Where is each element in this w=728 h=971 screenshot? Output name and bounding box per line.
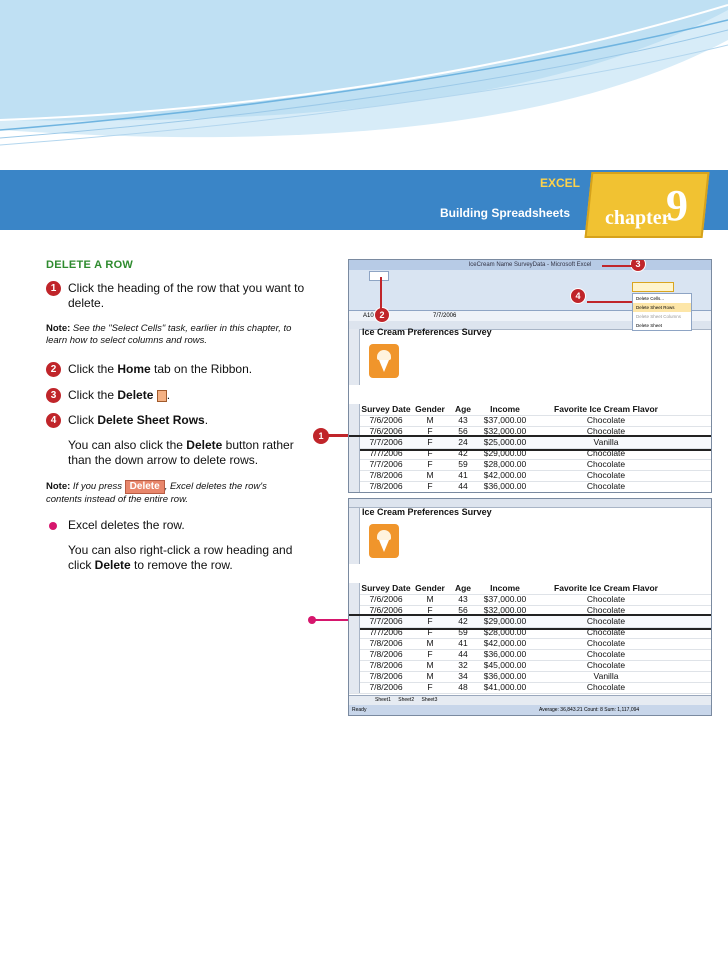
callout-4-pointer: [587, 301, 633, 303]
result-bullet-icon: [49, 522, 57, 530]
table-cell[interactable]: $36,000.00: [483, 481, 527, 491]
table-cell[interactable]: Chocolate: [586, 638, 626, 648]
row-heading[interactable]: [349, 336, 360, 343]
ice-cream-icon: [369, 344, 399, 378]
table-cell[interactable]: $41,000.00: [483, 682, 527, 692]
table-cell[interactable]: 44: [458, 649, 468, 659]
row-heading[interactable]: [349, 448, 360, 459]
table-cell[interactable]: Chocolate: [586, 481, 626, 491]
table-cell[interactable]: 59: [458, 459, 468, 469]
table-cell[interactable]: 7/6/2006: [369, 415, 403, 425]
tip-text-end: to remove the row.: [130, 558, 233, 572]
name-box[interactable]: A10: [363, 313, 374, 319]
step-keyword: Delete: [117, 388, 154, 402]
result-marker-pointer: [314, 619, 348, 621]
banner-subtitle: Building Spreadsheets: [440, 206, 571, 220]
table-cell[interactable]: 42: [458, 616, 468, 626]
excel-screenshot-before: [348, 259, 712, 493]
sheet-tab-1[interactable]: Sheet1: [375, 697, 391, 703]
table-cell[interactable]: 7/7/2006: [369, 616, 403, 626]
table-cell[interactable]: 24: [458, 437, 468, 447]
delete-menu: [632, 293, 692, 331]
table-cell[interactable]: 7/7/2006: [369, 448, 403, 458]
header-wave-graphic: [0, 0, 728, 170]
dropdown-arrow-icon: [157, 390, 167, 402]
sheet-title: Ice Cream Preferences Survey: [362, 327, 492, 337]
table-row[interactable]: [349, 682, 711, 694]
row-heading[interactable]: [349, 350, 360, 357]
table-cell[interactable]: 7/8/2006: [369, 660, 403, 670]
row-heading[interactable]: [349, 364, 360, 371]
table-cell[interactable]: F: [427, 605, 433, 615]
table-cell[interactable]: 7/8/2006: [369, 638, 403, 648]
callout-2-pointer: [380, 277, 382, 309]
row-heading[interactable]: [349, 459, 360, 470]
table-cell[interactable]: 48: [458, 682, 468, 692]
tip-right-click: [68, 543, 308, 573]
tip-keyword: Delete: [94, 558, 131, 572]
menu-item-delete-cells[interactable]: Delete Cells...: [636, 296, 665, 301]
step-text-end: .: [166, 388, 171, 402]
table-cell[interactable]: $37,000.00: [483, 594, 527, 604]
tip-text: You can also click the: [68, 438, 187, 452]
table-cell[interactable]: $36,000.00: [483, 649, 527, 659]
result-text: Excel deletes the row.: [68, 518, 185, 532]
table-cell[interactable]: F: [427, 481, 433, 491]
note-label: Note:: [46, 481, 71, 492]
table-cell[interactable]: Chocolate: [586, 627, 626, 637]
row-heading[interactable]: [349, 515, 360, 522]
window-title: IceCream Name SurveyData - Microsoft Excel: [349, 260, 711, 270]
table-cell[interactable]: Chocolate: [586, 594, 626, 604]
table-cell[interactable]: Chocolate: [586, 660, 626, 670]
callout-3-pointer: [602, 265, 632, 267]
sheet-tab-2[interactable]: Sheet2: [398, 697, 415, 703]
table-cell[interactable]: 7/7/2006: [369, 459, 403, 469]
row-heading[interactable]: [349, 543, 360, 550]
table-cell[interactable]: 7/6/2006: [369, 426, 403, 436]
column-header-cell[interactable]: Favorite Ice Cream Flavor: [554, 404, 658, 414]
row-heading[interactable]: [349, 529, 360, 536]
row-heading[interactable]: [349, 649, 360, 660]
column-header-cell[interactable]: Survey Date: [361, 583, 411, 593]
column-header-cell[interactable]: Age: [454, 583, 472, 593]
table-cell[interactable]: F: [427, 448, 433, 458]
table-cell[interactable]: $29,000.00: [483, 616, 527, 626]
step-number-badge: 4: [46, 413, 61, 428]
chapter-number: 9: [666, 181, 688, 230]
table-cell[interactable]: 7/8/2006: [369, 481, 403, 491]
column-header-cell[interactable]: Income: [490, 404, 520, 414]
row-heading[interactable]: [349, 557, 360, 564]
row-heading[interactable]: [349, 437, 360, 448]
callout-4: 4: [570, 288, 586, 304]
row-heading[interactable]: [349, 550, 360, 557]
table-cell[interactable]: F: [427, 616, 433, 626]
column-header-cell[interactable]: Income: [490, 583, 520, 593]
note-text: See the "Select Cells" task, earlier in this chapter, to learn how to select columns and rows.: [46, 323, 292, 346]
row-heading[interactable]: [349, 522, 360, 529]
table-cell[interactable]: M: [426, 638, 434, 648]
step-number-badge: 2: [46, 362, 61, 377]
table-cell[interactable]: M: [426, 470, 434, 480]
table-cell[interactable]: 56: [458, 426, 468, 436]
ice-cream-icon: [369, 524, 399, 558]
table-cell[interactable]: Chocolate: [586, 415, 626, 425]
table-cell[interactable]: $36,000.00: [483, 671, 527, 681]
table-cell[interactable]: $28,000.00: [483, 627, 527, 637]
table-cell[interactable]: Chocolate: [586, 682, 626, 692]
sheet-title: Ice Cream Preferences Survey: [362, 507, 492, 517]
menu-item-delete-sheet[interactable]: Delete Sheet: [636, 323, 663, 328]
row-heading[interactable]: [349, 470, 360, 481]
table-cell[interactable]: $45,000.00: [483, 660, 527, 670]
row-heading[interactable]: [349, 671, 360, 682]
column-header-cell[interactable]: Gender: [415, 404, 445, 414]
step-text: Click: [68, 413, 98, 427]
table-cell[interactable]: $32,000.00: [483, 426, 527, 436]
table-cell[interactable]: 44: [458, 481, 468, 491]
table-cell[interactable]: $25,000.00: [483, 437, 527, 447]
callout-2: 2: [374, 307, 390, 323]
step-text: Click the: [68, 388, 118, 402]
step-text: Click the heading of the row that you want to delete.: [68, 281, 305, 310]
row-heading[interactable]: [349, 426, 360, 437]
row-heading[interactable]: [349, 481, 360, 492]
table-cell[interactable]: 7/6/2006: [369, 594, 403, 604]
table-row[interactable]: [349, 481, 711, 493]
table-cell[interactable]: Vanilla: [593, 671, 619, 681]
table-cell[interactable]: 34: [458, 671, 468, 681]
table-cell[interactable]: Vanilla: [593, 437, 619, 447]
row-heading[interactable]: [349, 536, 360, 543]
step-1: [46, 281, 306, 311]
table-cell[interactable]: M: [426, 671, 434, 681]
step-2: [46, 362, 306, 377]
menu-item-delete-sheet-columns[interactable]: Delete Sheet Columns: [636, 314, 682, 319]
table-cell[interactable]: Chocolate: [586, 616, 626, 626]
row-heading[interactable]: [349, 616, 360, 627]
table-cell[interactable]: Chocolate: [586, 470, 626, 480]
table-cell[interactable]: Chocolate: [586, 459, 626, 469]
delete-button[interactable]: [632, 282, 674, 292]
table-cell[interactable]: $32,000.00: [483, 605, 527, 615]
formula-value[interactable]: 7/7/2006: [433, 313, 457, 319]
table-cell[interactable]: 59: [458, 627, 468, 637]
table-cell[interactable]: F: [427, 437, 433, 447]
step-keyword: Home: [117, 362, 151, 376]
table-cell[interactable]: M: [426, 660, 434, 670]
column-header-cell[interactable]: Survey Date: [361, 404, 411, 414]
tip-delete-button: [68, 438, 308, 468]
row-heading[interactable]: [349, 627, 360, 638]
step-number-badge: 3: [46, 388, 61, 403]
note-text: If you press: [72, 481, 125, 492]
status-ready: Ready: [352, 707, 367, 713]
row-heading[interactable]: [349, 605, 360, 616]
table-cell[interactable]: F: [427, 682, 433, 692]
menu-item-delete-sheet-rows[interactable]: Delete Sheet Rows: [633, 303, 691, 312]
row-heading[interactable]: [349, 329, 360, 336]
table-cell[interactable]: F: [427, 459, 433, 469]
row-heading[interactable]: [349, 415, 360, 426]
table-cell[interactable]: Chocolate: [586, 605, 626, 615]
row-heading[interactable]: [349, 357, 360, 364]
step-4: [46, 413, 306, 428]
table-cell[interactable]: 43: [458, 594, 468, 604]
table-cell[interactable]: $42,000.00: [483, 470, 527, 480]
step-text-end: tab on the Ribbon.: [150, 362, 253, 376]
table-cell[interactable]: M: [426, 415, 434, 425]
callout-1-pointer: [328, 434, 348, 437]
banner-section: EXCEL: [540, 176, 581, 190]
table-cell[interactable]: 7/8/2006: [369, 682, 403, 692]
table-cell[interactable]: 43: [458, 415, 468, 425]
table-cell[interactable]: $42,000.00: [483, 638, 527, 648]
row-heading[interactable]: [349, 343, 360, 350]
note-text-end: , Excel deletes the row's contents instead of the entire row.: [46, 481, 267, 505]
status-summary: Average: 36,843.21 Count: 8 Sum: 1,117,094: [539, 707, 640, 713]
table-cell[interactable]: M: [426, 594, 434, 604]
excel-screenshot-after: [348, 498, 712, 716]
row-heading[interactable]: [349, 660, 360, 671]
column-header-cell[interactable]: Favorite Ice Cream Flavor: [554, 583, 658, 593]
callout-1: 1: [312, 427, 330, 445]
row-heading[interactable]: [349, 594, 360, 605]
step-3: [46, 388, 306, 403]
table-cell[interactable]: $28,000.00: [483, 459, 527, 469]
table-cell[interactable]: 7/6/2006: [369, 605, 403, 615]
tip-keyword: Delete: [186, 438, 223, 452]
table-cell[interactable]: 56: [458, 605, 468, 615]
table-cell[interactable]: F: [427, 627, 433, 637]
table-cell[interactable]: 42: [458, 448, 468, 458]
table-cell[interactable]: 41: [458, 470, 468, 480]
column-header-cell[interactable]: Age: [454, 404, 472, 414]
row-heading[interactable]: [349, 508, 360, 515]
table-cell[interactable]: 7/8/2006: [369, 470, 403, 480]
row-heading[interactable]: [349, 638, 360, 649]
row-heading[interactable]: [349, 404, 360, 415]
row-heading[interactable]: [349, 682, 360, 693]
table-cell[interactable]: 7/8/2006: [369, 649, 403, 659]
note-label: Note:: [46, 323, 71, 334]
table-cell[interactable]: F: [427, 649, 433, 659]
delete-key: Delete: [125, 480, 165, 494]
tip-text-end: button rather than the down arrow to delete rows.: [68, 438, 294, 467]
table-cell[interactable]: Chocolate: [586, 426, 626, 436]
sheet-tab-bar: [349, 695, 711, 705]
task-title: DELETE A ROW: [46, 259, 134, 271]
table-cell[interactable]: $29,000.00: [483, 448, 527, 458]
table-cell[interactable]: 41: [458, 638, 468, 648]
note-2: [46, 480, 296, 506]
home-tab[interactable]: [369, 271, 389, 281]
table-cell[interactable]: Chocolate: [586, 649, 626, 659]
table-cell[interactable]: 32: [458, 660, 468, 670]
table-cell[interactable]: Chocolate: [586, 448, 626, 458]
step-number-badge: 1: [46, 281, 61, 296]
chapter-word: chapter: [605, 207, 671, 229]
step-text-end: .: [204, 413, 209, 427]
row-heading[interactable]: [349, 371, 360, 378]
callout-3: 3: [630, 259, 646, 272]
step-text: Click the: [68, 362, 118, 376]
table-cell[interactable]: $37,000.00: [483, 415, 527, 425]
table-cell[interactable]: 7/8/2006: [369, 671, 403, 681]
table-cell[interactable]: F: [427, 426, 433, 436]
table-cell[interactable]: 7/7/2006: [369, 437, 403, 447]
note-1: [46, 323, 296, 347]
tip-text: You can also right-click a row heading and click: [68, 543, 293, 572]
step-keyword: Delete Sheet Rows: [97, 413, 205, 427]
row-heading[interactable]: [349, 583, 360, 594]
table-cell[interactable]: 7/7/2006: [369, 627, 403, 637]
column-header-cell[interactable]: Gender: [415, 583, 445, 593]
row-heading[interactable]: [349, 378, 360, 385]
sheet-tab-3[interactable]: Sheet3: [421, 697, 438, 703]
status-bar: [349, 705, 711, 715]
